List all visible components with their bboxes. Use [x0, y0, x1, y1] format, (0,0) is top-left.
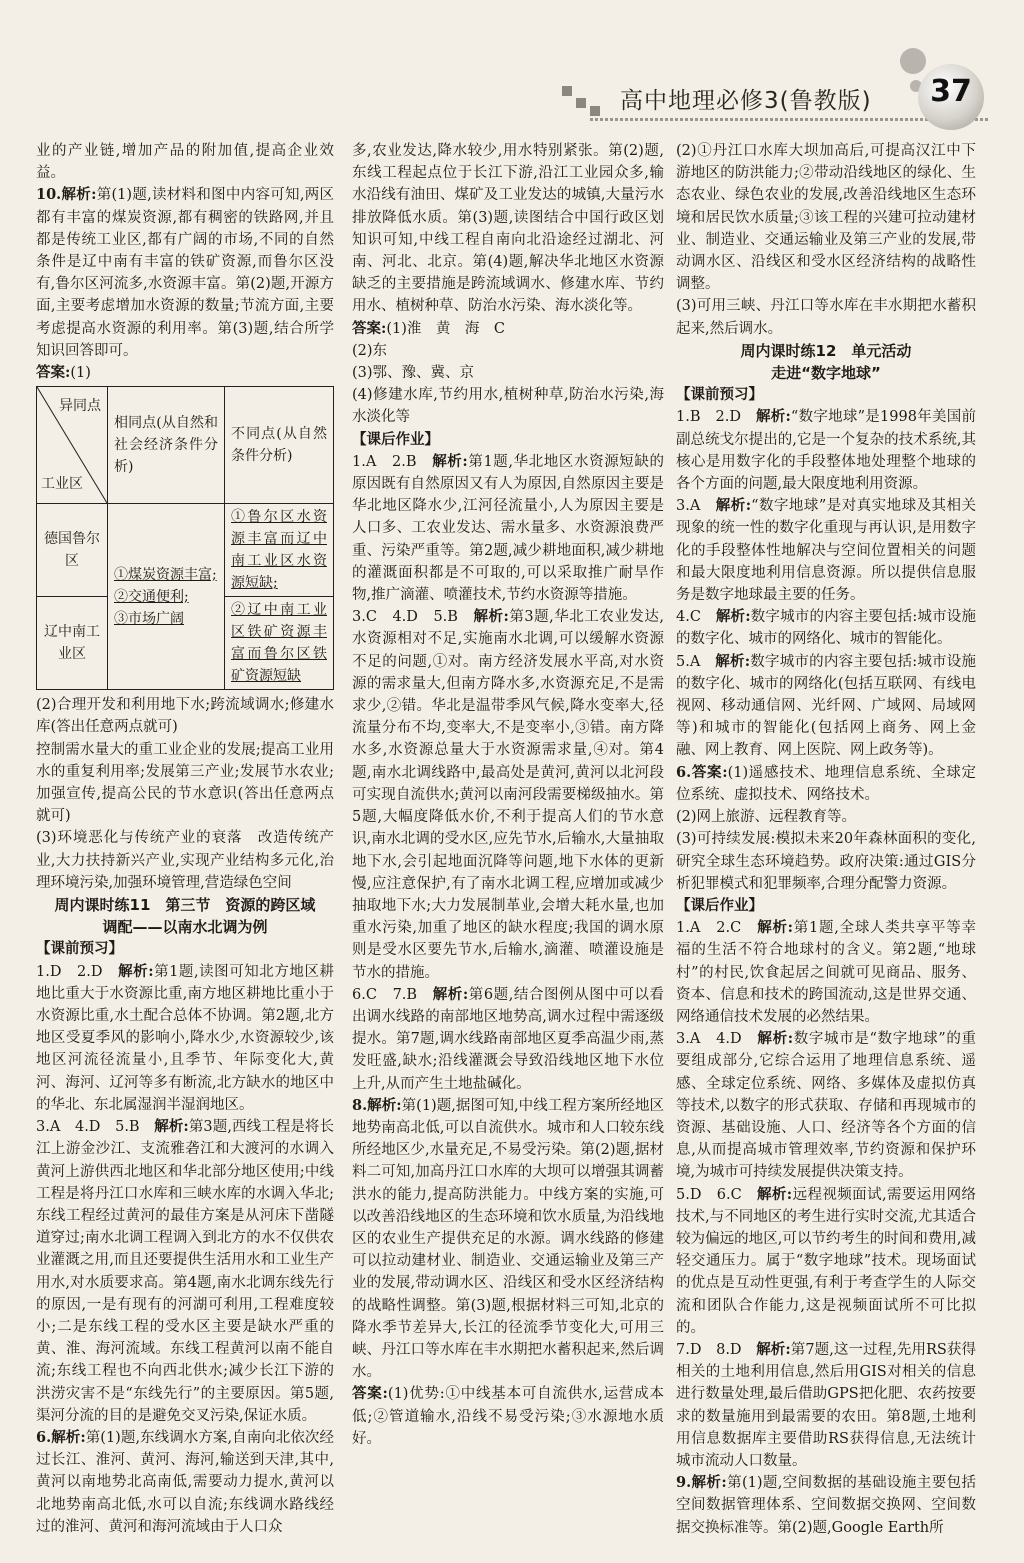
question-6 [352, 984, 664, 1095]
question-3 [676, 1028, 976, 1183]
question-head: 4.C [676, 609, 716, 626]
column-left [36, 140, 334, 1538]
question-text: 第(1)题,据图可知,中线工程方案所经地区地势南高北低,可以自流供水。城市和人口较东线所经地区少,水量充足,不易受污染。第(2)题,据材料二可知,加高丹江口水库的大坝可以增强其调蓄洪水的能力,提高防洪能力。中线方案的实施,可以改善沿线地区的生态环境和饮水质量,为沿线地区的农业生产提供充足的水源。调水线路的修建可以拉动建材业、制造业、交通运输业及第三产业的发展,带动调水区、沿线区和受水区经济结构的战略性调整。第(3)题,根据材料三可知,北京的降水季节差异大,长江的径流季节变化大,可用三峡、丹江口等水库在丰水期把水蓄积起来,然后调水。 [352, 1097, 664, 1381]
answer-text: (2)合理开发和利用地下水;跨流域调水;修建水库(答出任意两点就可) [36, 697, 334, 736]
same-point: ②交通便利; [114, 588, 189, 605]
book-title: 高中地理必修3(鲁教版) [620, 88, 872, 114]
question-label: 解析: [118, 962, 154, 980]
question-3 [352, 606, 664, 983]
answer-text: (1) [70, 365, 91, 382]
question-1 [352, 451, 664, 606]
question-text: 第3题,华北工农业发达,水资源相对不足,实施南水北调,可以缓解水资源不足的问题,①对。南方经济发展水平高,对水资源的需求量大,但南方降水多,水资源充足,不是需求少,②错。华北是温带季风气候,降水变率大,径流量分布不均,变率大,不是变率小,③错。南方降水多,水资源总量大于水资源需求量,④对。第4题,南水北调线路中,最高处是黄河,黄河以北河段可实现自流供水;黄河以南河段需要梯级抽水。第5题,大幅度降低水价,不利于提高人们的节水意识,南水北调的受水区,应先节水,后输水,大量抽取地下水,会引起地面沉降等问题,地下水体的更新慢,应注意保护,有了南水北调工程,应增加或减少抽取地下水;大力发展制革业,会增大耗水量,也加重水污染,加重了地区的缺水程度;我国的调水原则是受水区要先节水,后输水,滴灌、喷灌设施是节水的措施。 [352, 609, 664, 981]
same-point: ①煤炭资源丰富; [114, 566, 217, 583]
question-head: 1.B 2.D [676, 409, 756, 426]
question-label: 9.解析: [676, 1474, 727, 1492]
answer-text: (3)鄂、豫、冀、京 [352, 365, 475, 382]
question-8 [352, 1095, 664, 1384]
question-label: 解析: [756, 408, 791, 426]
answer-heading [36, 362, 334, 384]
question-7 [676, 1339, 976, 1472]
table-header-diff: 不同点(从自然条件分析) [225, 387, 334, 504]
answer-label: 答案: [352, 319, 387, 337]
header-diff-label: 异同点 [59, 398, 101, 415]
page-number: 37 [930, 74, 972, 109]
question-label: 6.解析: [36, 1428, 86, 1446]
question-text: 数字城市的内容主要包括:城市设施的数字化、城市的网络化、城市的智能化。 [676, 609, 976, 648]
question-head: 3.A 4.D 5.B [36, 1119, 155, 1136]
question-head: 1.A 2.C [676, 920, 758, 937]
question-4 [676, 606, 976, 650]
subsection-label: 【课后作业】 [352, 430, 439, 448]
region-liaozhongnan: 辽中南工业区 [37, 597, 108, 690]
answer-text: (3)环境恶化与传统产业的衰落 改造传统产业,大力扶持新兴产业,实现产业结构多元化,治理环境污染,加强环境管理,营造绿色空间 [36, 830, 334, 891]
question-text: 数字城市的内容主要包括:城市设施的数字化、城市的网络化(包括互联网、有线电视网、移动通信网、光纤网、广域网、局域网等)和城市的智能化(包括网上商务、网上金融、网上教育、网上医院、网上政务等)。 [676, 653, 976, 759]
subsection-label: 【课后作业】 [676, 896, 763, 914]
diff-point: ②辽中南工业区铁矿资源丰富而鲁尔区铁矿资源短缺 [225, 597, 334, 690]
question-text: 第6题,结合图例从图中可以看出调水线路的南部地区地势高,调水过程中需逐级提水。第7题,调水线路南部地区夏季高温少雨,蒸发旺盛,缺水;沿线灌溉会导致沿线地区地下水位上升,从而产生土地盐碱化。 [352, 986, 664, 1092]
question-label: 解析: [715, 652, 751, 670]
question-text: 第1题,华北地区水资源短缺的原因既有自然原因又有人为原因,自然原因主要是华北地区降水少,江河径流量小,人为原因主要是人口多、工农业发达、需水量多、水资源浪费严重、污染严重等。第2题,减少耕地面积,减少耕地的灌溉面积都是不可取的,可以采取推广耐旱作物,推广滴灌、喷灌技术,节约水资源等措施。 [352, 453, 664, 604]
question-3 [36, 1116, 334, 1427]
table-header-same: 相同点(从自然和社会经济条件分析) [108, 387, 225, 504]
decor-square [562, 86, 572, 96]
question-label: 解析: [715, 608, 751, 626]
subsection-label: 【课前预习】 [36, 940, 123, 958]
question-6 [676, 762, 976, 806]
question-3 [676, 495, 976, 606]
paragraph: (2)①丹江口水库大坝加高后,可提高汉江中下游地区的防洪能力;②带动沿线地区的绿化、生态农业、绿色农业的发展,改善沿线地区生态环境和居民饮水质量;③该工程的兴建可拉动建材业、制造业、交通运输业及第三产业的发展,带动调水区、沿线区和受水区经济结构的战略性调整。 [676, 143, 976, 293]
answer-8 [352, 1383, 664, 1450]
question-label: 8.解析: [352, 1096, 402, 1114]
question-head: 1.D 2.D [36, 963, 119, 980]
column-middle [352, 140, 664, 1450]
answer-heading [352, 318, 664, 340]
answer-text: (1)优势:①中线基本可自流供水,运营成本低;②管道输水,沿线不易受污染;③水源地水质好。 [352, 1386, 664, 1447]
question-label: 解析: [757, 1030, 794, 1048]
question-head: 5.A [676, 653, 716, 670]
column-right [676, 140, 976, 1539]
answer-label: 答案: [36, 364, 71, 382]
question-text: 第7题,这一过程,先用RS获得相关的土地利用信息,然后用GIS对相关的信息进行数量处理,最后借助GPS把化肥、农药按要求的数量施用到最需要的农田。第8题,土地利用信息数据库主要借助RS获得信息,无法统计城市流动人口数量。 [676, 1341, 977, 1469]
table-row [37, 504, 334, 597]
decor-square [590, 106, 600, 116]
question-text: 第(1)题,读材料和图中内容可知,两区都有丰富的煤炭资源,都有稠密的铁路网,并且都是传统工业区,都有广阔的市场,不同的自然条件是辽中南有丰富的铁矿资源,而鲁尔区没有,鲁尔区河流多,水资源丰富。第(2)题,开源方面,主要考虑增加水资源的数量;节流方面,主要考虑提高水资源的利用率。第(3)题,结合所学知识回答即可。 [36, 187, 334, 359]
question-text: “数字地球”是对真实地球及其相关现象的统一性的数字化重现与再认识,是用数字化的手段整体性地解决与空间位置相关的问题和最大限度地利用信息资源。所以提供信息服务是数字地球最主要的任务。 [676, 498, 977, 604]
question-9 [676, 1472, 976, 1539]
question-label: 解析: [756, 1340, 791, 1358]
answer-text: (2)东 [352, 342, 388, 359]
question-label: 10.解析: [36, 186, 97, 204]
answer-label: 答案: [352, 1385, 388, 1403]
question-5 [676, 651, 976, 762]
section-subtitle: 调配——以南水北调为例 [102, 918, 268, 937]
comparison-table [36, 386, 334, 690]
question-text: 第3题,西线工程是将长江上游金沙江、支流雅砻江和大渡河的水调入黄河上游供西北地区和华北部分地区使用;中线工程是将丹江口水库和三峡水库的水调入华北;东线工程经过黄河的最佳方案是从河床下凿隧道穿过;南水北调工程调入到北方的水不仅供农业灌溉之用,而且还要提供生活用水和工业生产用水,对水质要求高。第4题,南水北调东线先行的原因,一是有现有的河湖可利用,工程难度较小;二是东线工程的受水区主要是缺水严重的黄、淮、海河流域。东线工程黄河以南不能自流;东线工程也不向西北供水;减少长江下游的洪涝灾害不是“东线先行”的主要原因。第5题,渠河分流的目的是避免交叉污染,保证水质。 [36, 1119, 334, 1424]
question-text: 第(1)题,东线调水方案,自南向北依次经过长江、淮河、黄河、海河,输送到天津,其中,黄河以南地势北高南低,需要动力提水,黄河以北地势南高北低,水可以自流;东线调水路线经过的淮河、黄河和海河流域由于人口众 [36, 1429, 334, 1535]
question-text: 数字城市是“数字地球”的重要组成部分,它综合运用了地理信息系统、遥感、全球定位系统、网络、多媒体及虚拟仿真等技术,以数字的形式获取、存储和再现城市的资源、基础设施、人口、经济等各个方面的信息,从而提高城市管理效率,节约资源和保护环境,为城市可持续发展提供决策支持。 [676, 1031, 976, 1181]
answer-text: (4)修建水库,节约用水,植树种草,防治水污染,海水淡化等 [352, 387, 664, 426]
question-text: 第(1)题,空间数据的基础设施主要包括空间数据管理体系、空间数据交换网、空间数据交换标准等。第(2)题,Google Earth所 [676, 1475, 976, 1536]
question-label: 解析: [757, 1185, 793, 1203]
question-1 [676, 406, 976, 495]
question-5 [676, 1184, 976, 1339]
section-subtitle: 走进“数字地球” [771, 364, 881, 383]
page-header [0, 0, 1024, 150]
answer-text: (1)淮 黄 海 C [386, 320, 505, 337]
diagonal-header-cell [37, 387, 108, 504]
question-label: 解析: [432, 452, 468, 470]
section-title: 周内课时练12 单元活动 [740, 341, 912, 360]
question-text: 第1题,全球人类共享平等幸福的生活不符合地球村的含义。第2题,“地球村”的村民,饮食起居之间就可见商品、服务、资本、信息和技术的跨国流动,这是世界交通、网络通信技术发展的必然结果。 [676, 920, 976, 1025]
question-label: 解析: [432, 985, 469, 1003]
question-label: 解析: [757, 919, 794, 937]
decor-square [576, 98, 586, 108]
answer-text: 控制需水量大的重工业企业的发展;提高工业用水的重复利用率;发展第三产业;发展节水农业;加强宣传,提高公民的节水意识(答出任意两点就可) [36, 741, 334, 825]
question-6 [36, 1427, 334, 1538]
question-1 [36, 961, 334, 1116]
question-10 [36, 184, 334, 362]
table-row [37, 387, 334, 504]
question-text: 远程视频面试,需要运用网络技术,与不同地区的考生进行实时交流,尤其适合较为偏远的地区,可以节约考生的时间和费用,减轻交通压力。属于“数字地球”技术。现场面试的优点是互动性更强,有利于考查学生的人际交流和团队合作能力,这是视频面试所不可比拟的。 [676, 1186, 977, 1336]
question-1 [676, 917, 976, 1028]
decor-dot [900, 48, 926, 74]
question-head: 3.A 4.D [676, 1031, 758, 1048]
answer-text: (3)可持续发展:模拟未来20年森林面积的变化,研究全球生态环境趋势。政府决策:通过GIS分析犯罪模式和犯罪频率,合理分配警力资源。 [676, 831, 976, 892]
question-head: 3.A [676, 498, 716, 515]
section-title: 周内课时练11 第三节 资源的跨区域 [54, 896, 316, 915]
question-head: 7.D 8.D [676, 1341, 757, 1358]
question-label: 解析: [154, 1118, 189, 1136]
same-points-cell [108, 504, 225, 690]
question-head: 3.C 4.D 5.B [352, 609, 474, 626]
question-label: 解析: [473, 608, 509, 626]
paragraph: 多,农业发达,降水较少,用水特别紧张。第(2)题,东线工程起点位于长江下游,沿江工业园众多,输水沿线有油田、煤矿及工业发达的城镇,大量污水排放降低水质。第(3)题,读图结合中国行政区划知识可知,中线工程自南向北沿途经过湖北、河南、河北、北京。第(4)题,解决华北地区水资源缺乏的主要措施是跨流域调水、修建水库、节约用水、植树种草、防治水污染、海水淡化等。 [352, 143, 664, 315]
question-head: 6.C 7.B [352, 986, 433, 1003]
question-label: 6.答案: [676, 763, 728, 781]
region-ruhr: 德国鲁尔区 [37, 504, 108, 597]
question-head: 5.D 6.C [676, 1186, 757, 1203]
paragraph: 业的产业链,增加产品的附加值,提高企业效益。 [36, 143, 334, 182]
header-region-label: 工业区 [41, 476, 83, 493]
question-text: (1)遥感技术、地理信息系统、全球定位系统、虚拟技术、网络技术。 [676, 764, 976, 803]
question-text: 第1题,读图可知北方地区耕地比重大于水资源比重,南方地区耕地比重小于水资源比重,水土配合总体不协调。第2题,北方地区受夏季风的影响小,降水少,水资源较少,该地区河流径流量小,且季节、年际变化大,黄河、海河、辽河等多有断流,北方缺水的地区中的华北、东北属湿润半湿润地区。 [36, 963, 334, 1113]
answer-text: (2)网上旅游、远程教育等。 [676, 809, 857, 826]
question-text: “数字地球”是1998年美国前副总统戈尔提出的,它是一个复杂的技术系统,其核心是用数字化的手段整体地处理整个地球的各个方面的问题,最大限度地利用资源。 [676, 409, 976, 493]
same-point: ③市场广阔 [114, 610, 184, 627]
diff-point: ①鲁尔区水资源丰富而辽中南工业区水资源短缺; [225, 504, 334, 597]
paragraph: (3)可用三峡、丹江口等水库在丰水期把水蓄积起来,然后调水。 [676, 298, 976, 337]
question-label: 解析: [715, 497, 752, 515]
question-head: 1.A 2.B [352, 453, 433, 470]
subsection-label: 【课前预习】 [676, 386, 763, 404]
